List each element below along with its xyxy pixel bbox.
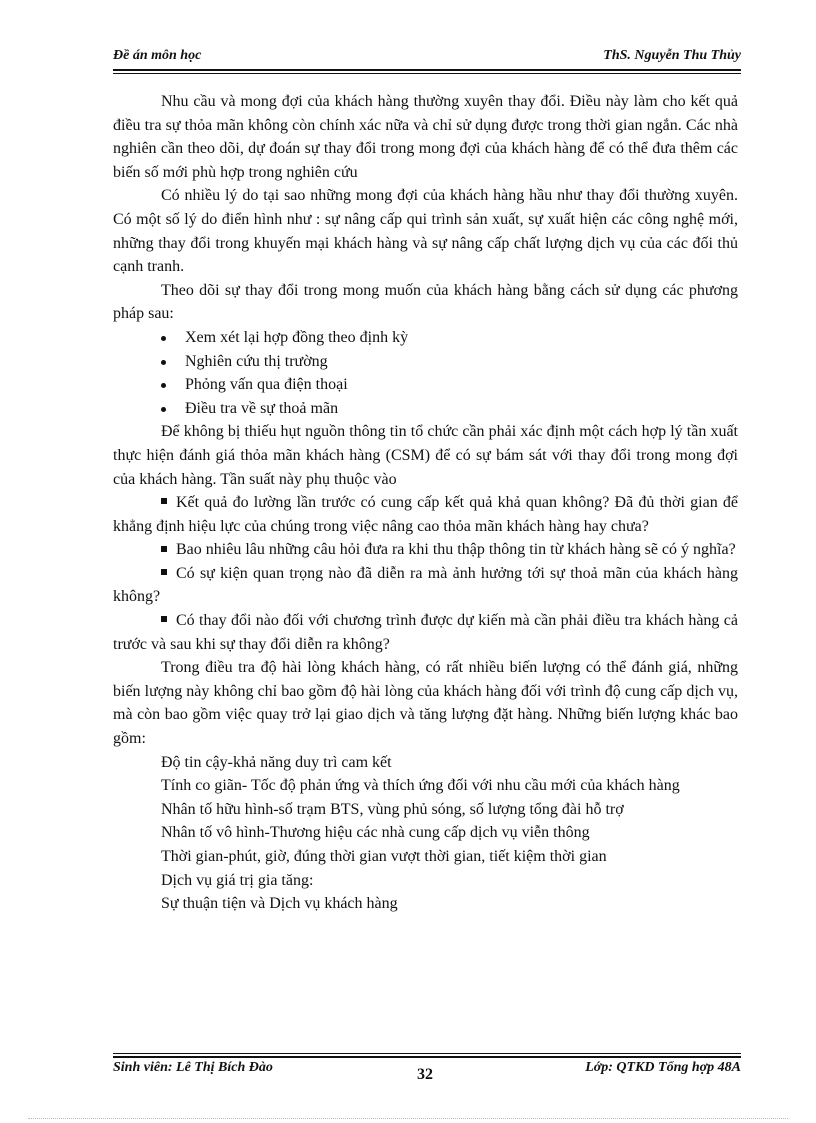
question-item: Có thay đổi nào đối với chương trình được dự kiến mà cần phải điều tra khách hàng cả trước và sau khi sự thay đổi diễn ra không? bbox=[113, 612, 738, 653]
variable-item: Dịch vụ giá trị gia tăng: bbox=[161, 871, 314, 889]
footer-student: Sinh viên: Lê Thị Bích Đào bbox=[113, 1060, 273, 1075]
bullet-item: Xem xét lại hợp đồng theo định kỳ bbox=[113, 326, 738, 350]
paragraph-5: Trong điều tra độ hài lòng khách hàng, có rất nhiều biến lượng có thể đánh giá, những biến lượng này không chỉ bao gồm độ hài lòng của khách hàng đối với trình độ cung cấp dịch vụ, mà còn bao gồm việc quay trở lại giao dịch và tăng lượng đặt hàng. Những biến lượng khác bao gồm: bbox=[113, 659, 738, 748]
square-bullet-icon bbox=[161, 569, 167, 575]
variable-item: Tính co giãn- Tốc độ phản ứng và thích ứng đối với nhu cầu mới của khách hàng bbox=[161, 777, 680, 795]
variable-item: Sự thuận tiện và Dịch vụ khách hàng bbox=[161, 895, 398, 913]
variable-item: Nhân tố hữu hình-số trạm BTS, vùng phủ sóng, số lượng tổng đài hỗ trợ bbox=[161, 800, 624, 818]
question-item: Kết quả đo lường lần trước có cung cấp kết quả khả quan không? Đã đủ thời gian để khẳng định hiệu lực của chúng trong việc nâng cao thỏa mãn khách hàng hay chưa? bbox=[113, 494, 738, 535]
variable-list bbox=[113, 751, 738, 916]
square-bullet-icon bbox=[161, 498, 167, 504]
question-list bbox=[113, 491, 738, 656]
header-rule bbox=[113, 69, 741, 71]
question-item: Có sự kiện quan trọng nào đã diễn ra mà ảnh hưởng tới sự thoả mãn của khách hàng không? bbox=[113, 564, 738, 606]
bullet-list bbox=[113, 326, 738, 420]
page-bottom-border bbox=[28, 1118, 788, 1119]
variable-item: Độ tin cậy-khả năng duy trì cam kết bbox=[161, 753, 392, 771]
bullet-item: Điều tra về sự thoả mãn bbox=[113, 397, 738, 421]
paragraph-1: Nhu cầu và mong đợi của khách hàng thường xuyên thay đổi. Điều này làm cho kết quả điều tra sự thỏa mãn không còn chính xác nữa và chỉ sử dụng được trong thời gian ngắn. Các nhà nghiên cần theo dõi, dự đoán sự thay đổi trong mong đợi của khách hàng để có thể đưa thêm các biến số mới phù hợp trong nghiên cứu bbox=[113, 93, 738, 181]
bullet-item: Phỏng vấn qua điện thoại bbox=[113, 373, 738, 397]
page-header bbox=[113, 48, 741, 70]
bullet-item: Nghiên cứu thị trường bbox=[113, 350, 738, 374]
variable-item: Thời gian-phút, giờ, đúng thời gian vượt thời gian, tiết kiệm thời gian bbox=[161, 848, 607, 865]
footer-rule bbox=[113, 1056, 741, 1058]
paragraph-3: Theo dõi sự thay đổi trong mong muốn của khách hàng bằng cách sử dụng các phương pháp sau: bbox=[113, 281, 738, 323]
footer-rule-thin bbox=[113, 1053, 741, 1054]
paragraph-4: Để không bị thiếu hụt nguồn thông tin tổ chức cần phải xác định một cách hợp lý tần xuất thực hiện đánh giá thỏa mãn khách hàng (CSM) để có sự bám sát với thay đổi trong mong đợi của khách hàng. Tần suất này phụ thuộc vào bbox=[113, 423, 738, 488]
header-instructor: ThS. Nguyễn Thu Thủy bbox=[603, 48, 741, 63]
square-bullet-icon bbox=[161, 616, 167, 622]
bullet-dot-icon bbox=[161, 407, 166, 412]
question-item: Bao nhiêu lâu những câu hỏi đưa ra khi thu thập thông tin từ khách hàng sẽ có ý nghĩa? bbox=[113, 538, 738, 562]
paragraph-2: Có nhiều lý do tại sao những mong đợi của khách hàng hầu như thay đổi thường xuyên. Có một số lý do điển hình như : sự nâng cấp qui trình sản xuất, sự xuất hiện các công nghệ mới, những thay đổi trong khuyến mại khách hàng và sự nâng cấp chất lượng dịch vụ của các đối thủ cạnh tranh. bbox=[113, 187, 738, 276]
header-course-title: Đề án môn học bbox=[113, 48, 202, 63]
page-number: 32 bbox=[417, 1066, 433, 1083]
variable-item: Nhân tố vô hình-Thương hiệu các nhà cung cấp dịch vụ viễn thông bbox=[161, 824, 590, 842]
footer-class: Lớp: QTKD Tổng hợp 48A bbox=[585, 1060, 741, 1075]
square-bullet-icon bbox=[161, 546, 167, 552]
header-rule-thin bbox=[113, 73, 741, 74]
body-content bbox=[113, 90, 738, 916]
bullet-dot-icon bbox=[161, 336, 166, 341]
bullet-dot-icon bbox=[161, 360, 166, 365]
